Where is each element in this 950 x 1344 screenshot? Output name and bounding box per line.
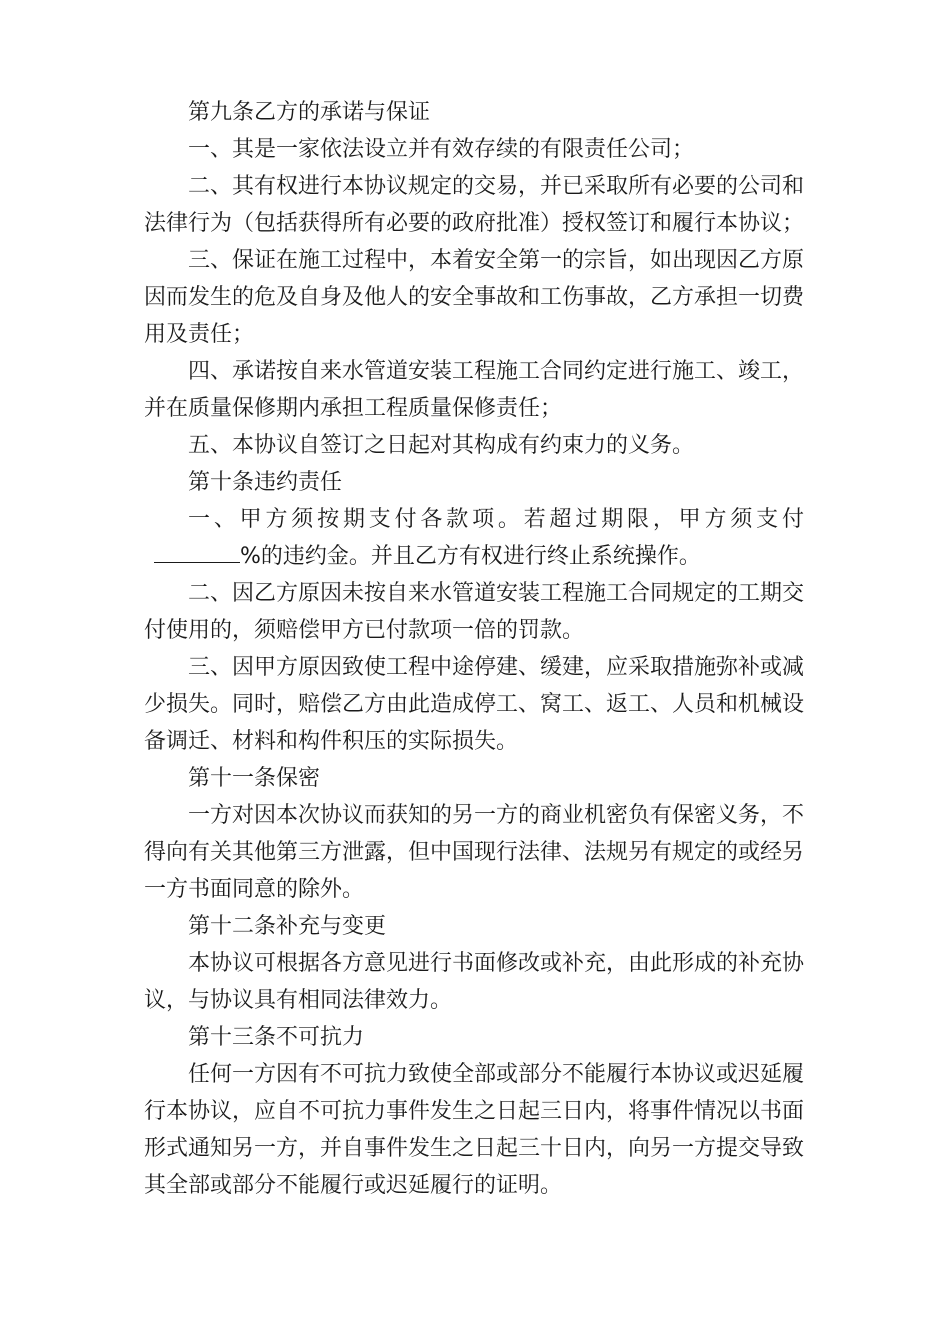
article-10-item-1-text: 一、甲方须按期支付各款项。若超过期限，甲方须支付 <box>188 507 804 532</box>
penalty-percent-blank <box>154 540 240 563</box>
article-11-title: 第十一条保密 <box>188 766 321 791</box>
article-10-title: 第十条违约责任 <box>188 470 343 495</box>
article-13-title: 第十三条不可抗力 <box>188 1025 365 1050</box>
article-11-text: 一方对因本次协议而获知的另一方的商业机密负有保密义务，不得向有关其他第三方泄露，但中国现行法律、法规另有规定的或经另一方书面同意的除外。 <box>144 803 805 902</box>
article-12-title: 第十二条补充与变更 <box>188 914 387 939</box>
article-10-item-1-text-after: %的违约金。并且乙方有权进行终止系统操作。 <box>240 544 701 569</box>
article-9-item-4: 四、承诺按自来水管道安装工程施工合同约定进行施工、竣工，并在质量保修期内承担工程质量保修责任； <box>144 359 805 421</box>
article-9-item-3: 三、保证在施工过程中，本着安全第一的宗旨，如出现因乙方原因而发生的危及自身及他人的安全事故和工伤事故，乙方承担一切费用及责任； <box>144 248 805 347</box>
article-9-title: 第九条乙方的承诺与保证 <box>188 100 431 125</box>
article-10-item-3: 三、因甲方原因致使工程中途停建、缓建，应采取措施弥补或减少损失。同时，赔偿乙方由此造成停工、窝工、返工、人员和机械设备调迁、材料和构件积压的实际损失。 <box>144 655 805 754</box>
article-13-text: 任何一方因有不可抗力致使全部或部分不能履行本协议或迟延履行本协议，应自不可抗力事件发生之日起三日内，将事件情况以书面形式通知另一方，并自事件发生之日起三十日内，向另一方提交导致其全部或部分不能履行或迟延履行的证明。 <box>144 1062 805 1198</box>
article-12-text: 本协议可根据各方意见进行书面修改或补充，由此形成的补充协议，与协议具有相同法律效力。 <box>144 951 805 1013</box>
article-9-item-5: 五、本协议自签订之日起对其构成有约束力的义务。 <box>188 433 695 458</box>
document-body <box>144 94 804 1204</box>
article-9-item-1: 一、其是一家依法设立并有效存续的有限责任公司； <box>188 137 695 162</box>
article-10-item-1 <box>144 501 804 575</box>
article-9-item-2: 二、其有权进行本协议规定的交易，并已采取所有必要的公司和法律行为（包括获得所有必要的政府批准）授权签订和履行本协议； <box>144 174 805 236</box>
article-10-item-2: 二、因乙方原因未按自来水管道安装工程施工合同规定的工期交付使用的，须赔偿甲方已付款项一倍的罚款。 <box>144 581 805 643</box>
